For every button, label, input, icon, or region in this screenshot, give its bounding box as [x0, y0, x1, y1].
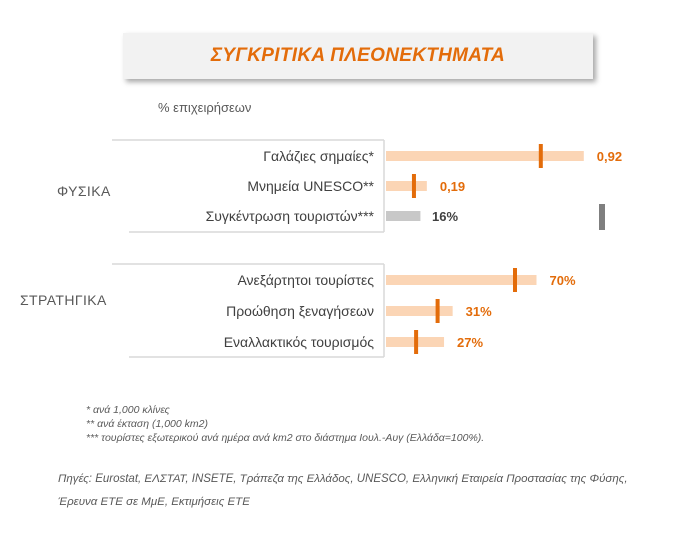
marker	[599, 204, 605, 230]
group-label: ΣΤΡΑΤΗΓΙΚΑ	[20, 292, 107, 308]
unit-label: % επιχειρήσεων	[158, 100, 252, 115]
footnotes	[86, 403, 484, 445]
chart-title: ΣΥΓΚΡΙΤΙΚΑ ΠΛΕΟΝΕΚΤΗΜΑΤΑ	[210, 45, 506, 66]
sources-note: Πηγές: Eurostat, ΕΛΣΤΑΤ, INSETE, Τράπεζα της Ελλάδος, UNESCO, Ελληνική Εταιρεία Προστασίας της Φύσης, Έρευνα ΕΤΕ σε ΜμΕ, Εκτιμήσεις ΕΤΕ	[58, 473, 628, 508]
category-label: Γαλάζιες σημαίες*	[263, 148, 374, 164]
category-label: Συγκέντρωση τουριστών***	[205, 208, 374, 224]
bar	[386, 181, 427, 191]
bar	[386, 211, 420, 221]
data-label: 70%	[549, 273, 576, 288]
marker	[539, 144, 543, 168]
footnote-2: ** ανά έκταση (1,000 km2)	[86, 418, 208, 430]
category-label: Προώθηση ξεναγήσεων	[226, 303, 374, 319]
marker	[436, 299, 440, 323]
data-label: 0,19	[439, 179, 466, 194]
category-label: Μνημεία UNESCO**	[247, 178, 374, 194]
category-label: Εναλλακτικός τουρισμός	[223, 334, 374, 350]
footnote-3: *** τουρίστες εξωτερικού ανά ημέρα ανά km2 στο διάστημα Ιουλ.-Αυγ (Ελλάδα=100%).	[86, 432, 485, 444]
marker	[414, 330, 418, 354]
marker	[412, 174, 416, 198]
data-label: 0,92	[596, 149, 623, 164]
bar	[386, 306, 453, 316]
group-label: ΦΥΣΙΚΑ	[57, 183, 111, 199]
category-label: Ανεξάρτητοι τουρίστες	[237, 272, 374, 288]
data-label: 16%	[432, 209, 459, 224]
data-label: 31%	[465, 304, 492, 319]
bar	[386, 151, 584, 161]
data-label: 27%	[457, 335, 484, 350]
footnote-1: * ανά 1,000 κλίνες	[86, 404, 170, 416]
marker	[513, 268, 517, 292]
